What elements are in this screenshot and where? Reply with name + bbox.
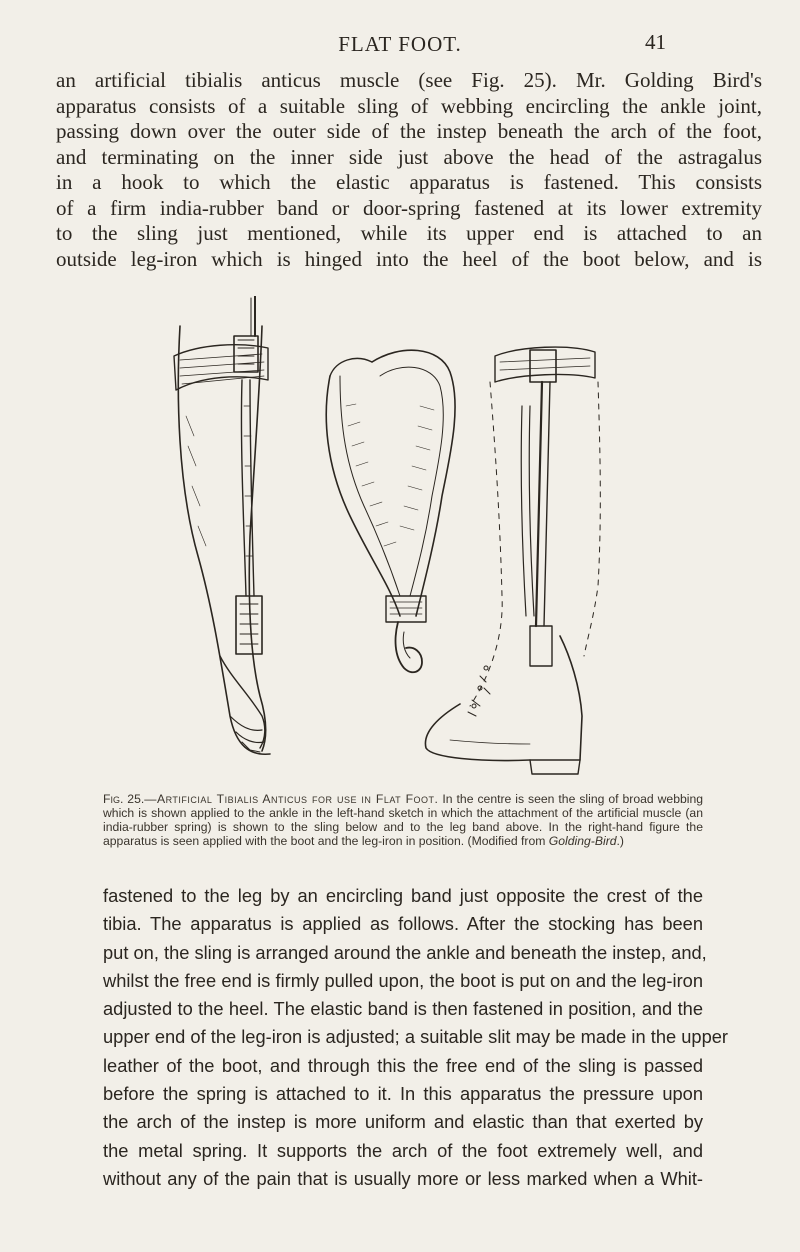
caption-label: Fig. 25. bbox=[103, 792, 145, 806]
paragraph-top bbox=[56, 68, 762, 272]
centre-sling-sketch bbox=[326, 350, 455, 672]
figure-caption bbox=[103, 792, 703, 848]
paragraph-bottom bbox=[103, 882, 728, 1193]
caption-title: —Artificial Tibialis Anticus for use in Flat Foot. bbox=[144, 792, 439, 806]
text-line: without any of the pain that is usually more or less marked when a Whit- bbox=[103, 1167, 703, 1189]
text-line: and terminating on the inner side just above the head of the astragalus bbox=[56, 144, 762, 169]
text-line: tibia. The apparatus is applied as follows. After the stocking has been bbox=[103, 913, 703, 935]
text-line: the arch of the instep is more uniform and elastic than that exerted by bbox=[103, 1111, 703, 1133]
text-line: in a hook to which the elastic apparatus is fastened. This consists bbox=[56, 170, 762, 194]
text-line: put on, the sling is arranged around the ankle and beneath the instep, and, bbox=[103, 941, 707, 963]
left-leg-sketch bbox=[174, 296, 270, 754]
caption-body: In the centre is seen the sling of broad webbing which is shown applied to the ankle in the left-hand sketch in which the attachment of the artificial muscle (an india-rubber spring) is shown to the sling below and to the leg band above. In the right-hand figure the apparatus is seen applied with the boot and the leg-iron in position. (Modified from bbox=[103, 792, 704, 848]
text-line: an artificial tibialis anticus muscle (see Fig. 25). Mr. Golding Bird's bbox=[56, 68, 762, 92]
text-line: adjusted to the heel. The elastic band is then fastened in position, and the bbox=[103, 998, 703, 1020]
text-line: before the spring is attached to it. In this apparatus the pressure upon bbox=[103, 1083, 703, 1105]
text-line: passing down over the outer side of the instep beneath the arch of the foot, bbox=[56, 119, 762, 143]
running-head: FLAT FOOT. bbox=[338, 32, 462, 56]
page-number: 41 bbox=[645, 30, 666, 54]
text-line: to the sling just mentioned, while its upper end is attached to an bbox=[56, 221, 762, 245]
caption-source: Golding-Bird bbox=[548, 834, 617, 848]
text-line: apparatus consists of a suitable sling of webbing encircling the ankle joint, bbox=[56, 93, 762, 118]
figure-illustration bbox=[150, 296, 660, 776]
caption-end: .) bbox=[616, 834, 624, 848]
text-line: of a firm india-rubber band or door-spring fastened at its lower extremity bbox=[56, 195, 762, 220]
text-line: the metal spring. It supports the arch of the foot extremely well, and bbox=[103, 1139, 703, 1161]
text-line: whilst the free end is firmly pulled upon, the boot is put on and the leg-iron bbox=[103, 969, 703, 991]
text-line: outside leg-iron which is hinged into the heel of the boot below, and is bbox=[56, 246, 762, 271]
text-line: upper end of the leg-iron is adjusted; a suitable slit may be made in the upper bbox=[103, 1026, 728, 1048]
text-line: fastened to the leg by an encircling band just opposite the crest of the bbox=[103, 885, 703, 906]
right-boot-sketch bbox=[425, 347, 600, 774]
text-line: leather of the boot, and through this the free end of the sling is passed bbox=[103, 1054, 703, 1076]
